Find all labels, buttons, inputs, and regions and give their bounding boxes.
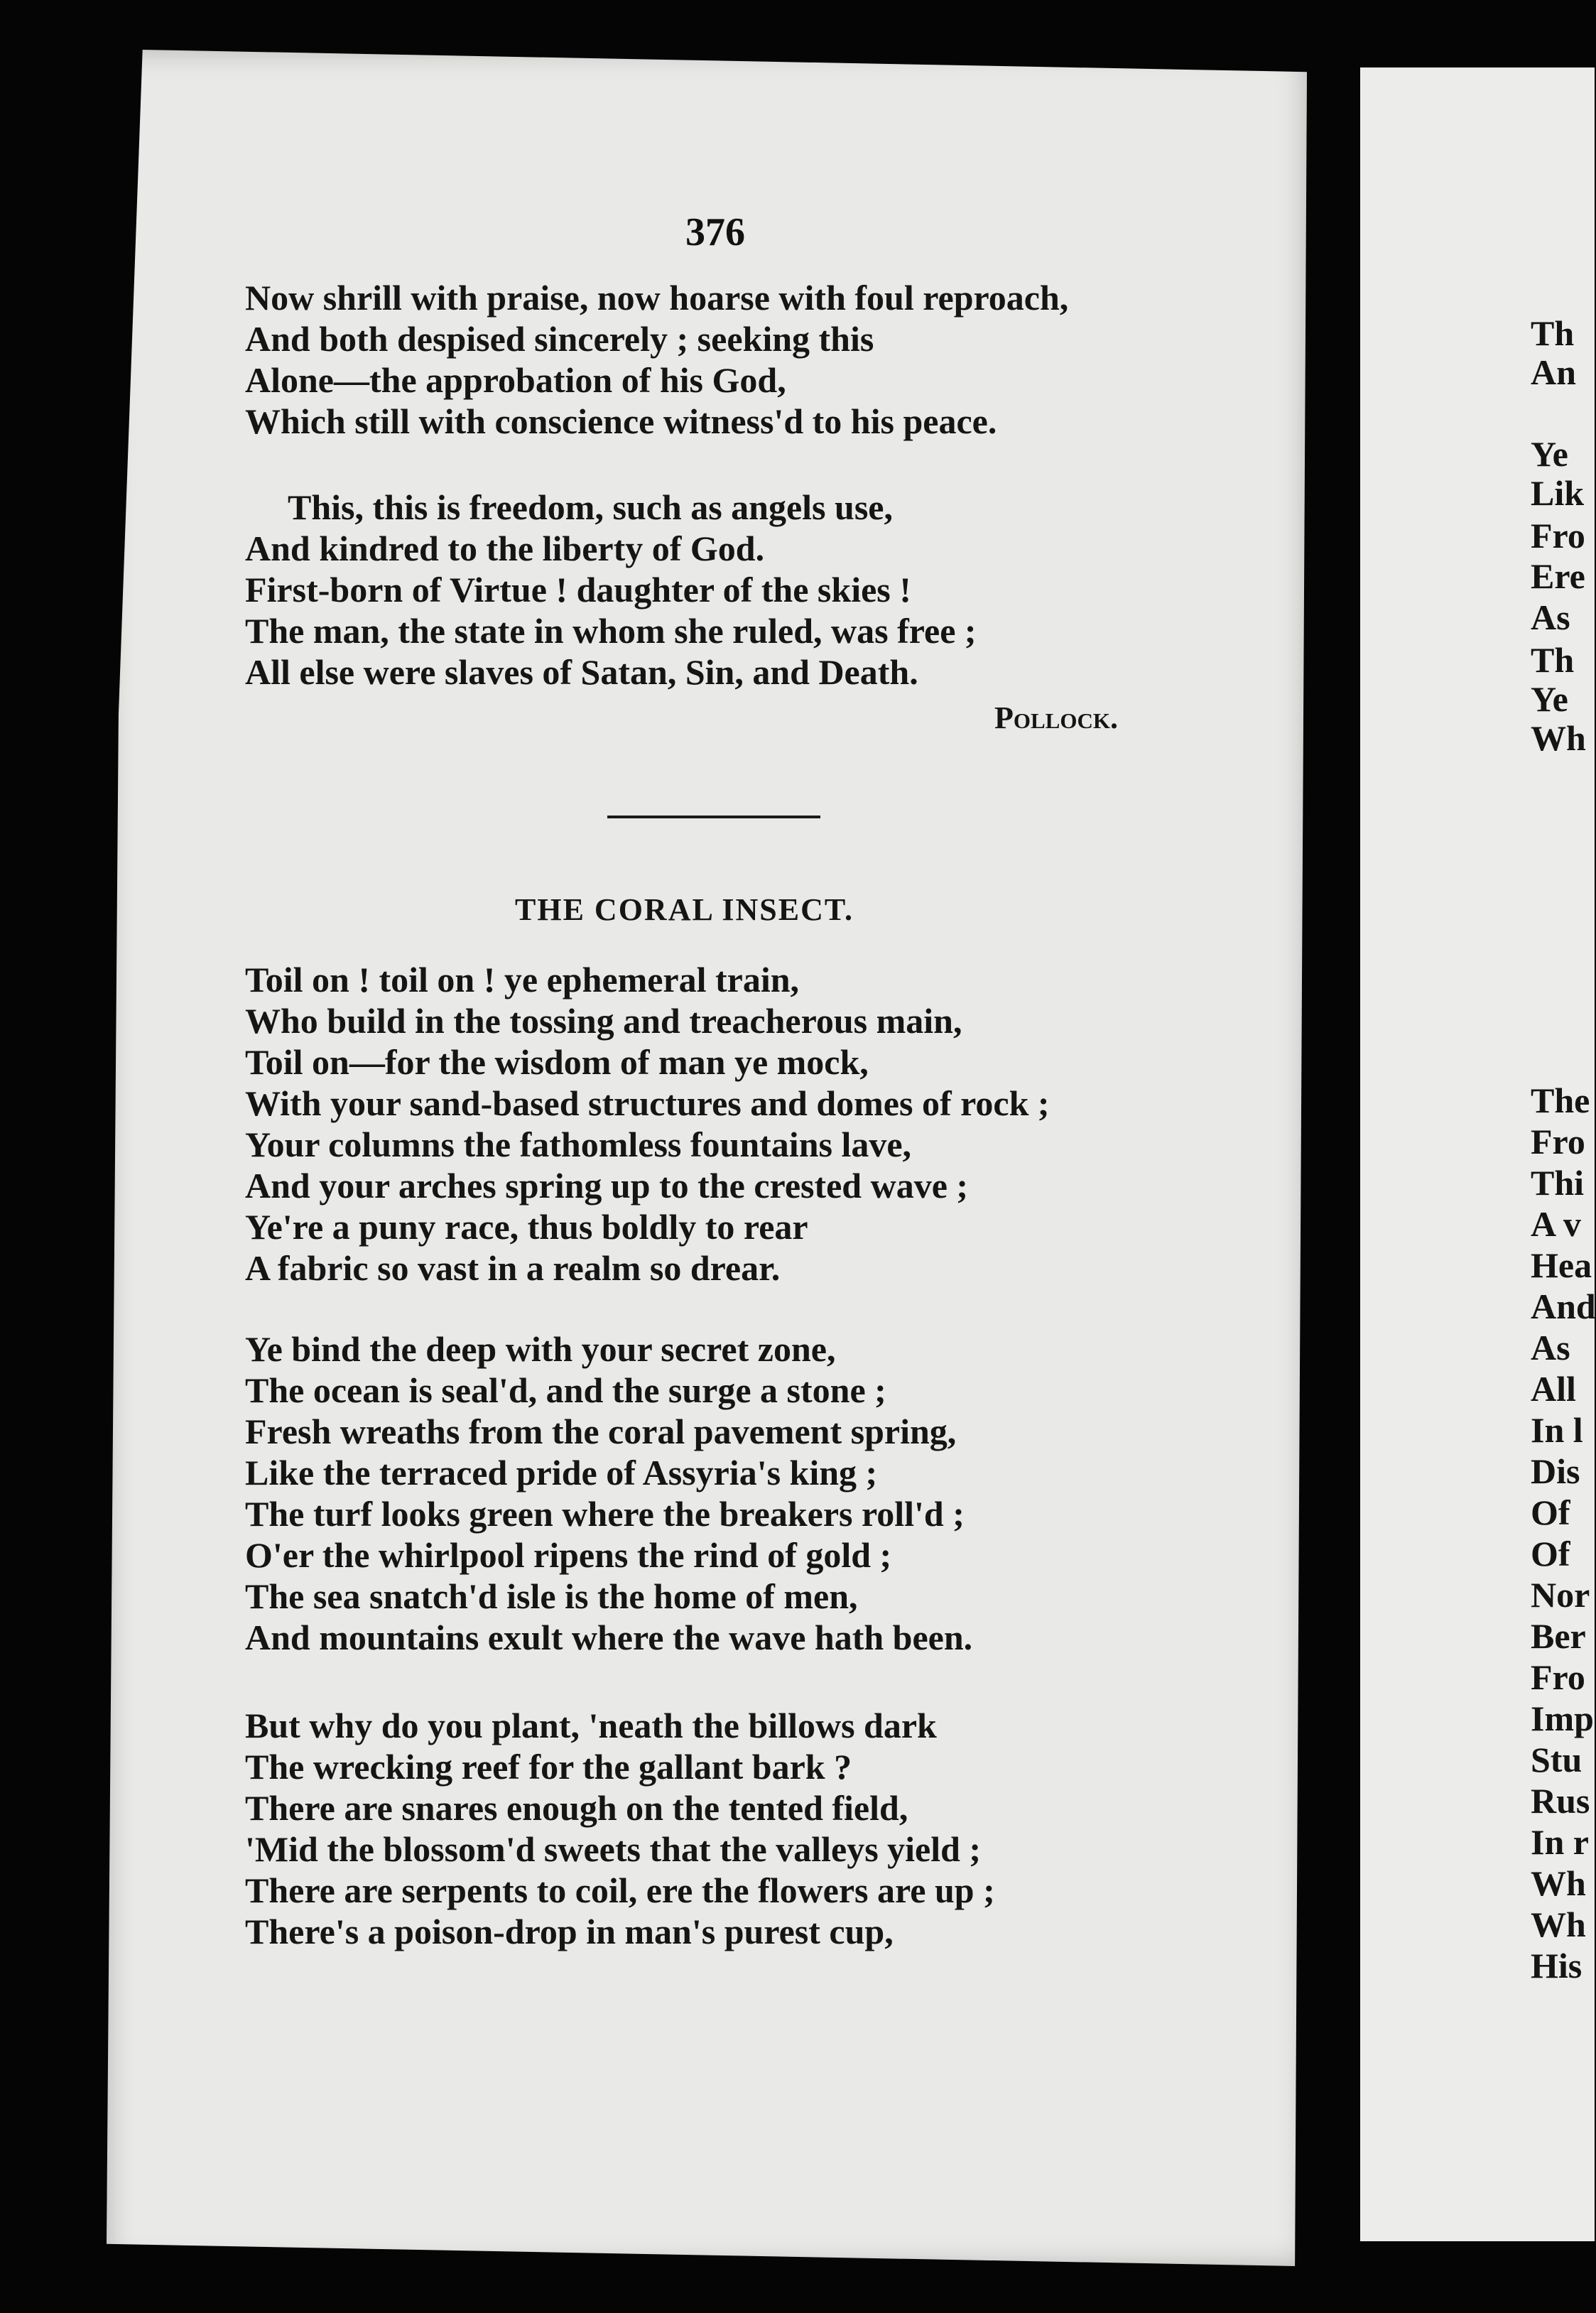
facing-page-fragment: Hea xyxy=(1531,1245,1592,1285)
poem-line: Who build in the tossing and treacherous main, xyxy=(245,1001,962,1041)
poem-line: All else were slaves of Satan, Sin, and Death. xyxy=(245,652,918,692)
poem-line: Fresh wreaths from the coral pavement spring, xyxy=(245,1412,957,1451)
facing-page-fragment: An xyxy=(1531,352,1576,392)
facing-page-fragment: All xyxy=(1531,1369,1576,1409)
poem-line: And both despised sincerely ; seeking this xyxy=(245,319,874,359)
facing-page-fragment: A v xyxy=(1531,1204,1581,1244)
facing-page-fragment: Fro xyxy=(1531,1657,1585,1697)
page-number: 376 xyxy=(685,210,745,254)
facing-page-fragment: Ye xyxy=(1531,679,1568,719)
facing-page-fragment: Lik xyxy=(1531,473,1585,513)
poem-line: Alone—the approbation of his God, xyxy=(245,360,786,400)
facing-page-fragment: Fro xyxy=(1531,516,1585,556)
facing-page-fragment: As xyxy=(1531,1328,1570,1367)
poem-line: Toil on—for the wisdom of man ye mock, xyxy=(245,1042,869,1082)
poem-line: 'Mid the blossom'd sweets that the valleys yield ; xyxy=(245,1829,982,1869)
poem-line: Like the terraced pride of Assyria's king ; xyxy=(245,1453,878,1493)
poem-line: The turf looks green where the breakers roll'd ; xyxy=(245,1494,965,1534)
poem-title: THE CORAL INSECT. xyxy=(515,892,854,927)
stanza xyxy=(245,959,1050,1289)
facing-page-fragment: Of xyxy=(1531,1534,1570,1573)
stanza xyxy=(245,1328,972,1658)
facing-page-fragment: Nor xyxy=(1531,1575,1590,1615)
poem-line: There are serpents to coil, ere the flowers are up ; xyxy=(245,1870,995,1910)
section-divider xyxy=(607,816,820,818)
poem-line: But why do you plant, 'neath the billows dark xyxy=(245,1706,937,1745)
facing-page-fragment: Of xyxy=(1531,1493,1570,1532)
poem-line: Your columns the fathomless fountains lave, xyxy=(245,1125,912,1164)
facing-page-fragment: Imp xyxy=(1531,1699,1594,1738)
attribution: Pollock. xyxy=(994,700,1118,735)
poem-line: The ocean is seal'd, and the surge a stone ; xyxy=(245,1370,886,1410)
facing-page-fragment: Th xyxy=(1531,640,1575,680)
facing-page-fragment: Thi xyxy=(1531,1163,1585,1203)
facing-page-fragment: Wh xyxy=(1531,1863,1586,1903)
poem-line: The wrecking reef for the gallant bark ? xyxy=(245,1747,852,1787)
poem-line: There are snares enough on the tented field, xyxy=(245,1788,908,1828)
stanza xyxy=(245,1705,995,1952)
facing-page-fragment: Ere xyxy=(1531,556,1585,596)
poem-line: This, this is freedom, such as angels use, xyxy=(288,487,893,527)
poem-line: A fabric so vast in a realm so drear. xyxy=(245,1248,781,1288)
facing-page-fragment: Th xyxy=(1531,313,1575,353)
facing-page-fragment: In r xyxy=(1531,1822,1589,1862)
poem-line: Ye're a puny race, thus boldly to rear xyxy=(245,1207,808,1247)
facing-page-fragment: In l xyxy=(1531,1410,1583,1450)
poem-line: Now shrill with praise, now hoarse with foul reproach, xyxy=(245,278,1069,318)
facing-page-fragment: Fro xyxy=(1531,1122,1585,1161)
poem-line: Ye bind the deep with your secret zone, xyxy=(245,1329,836,1369)
poem-line: Which still with conscience witness'd to his peace. xyxy=(245,401,997,441)
facing-page-fragment: The xyxy=(1531,1080,1590,1120)
poem-line: And mountains exult where the wave hath been. xyxy=(245,1618,973,1657)
poem-line: O'er the whirlpool ripens the rind of gold ; xyxy=(245,1535,892,1575)
stanza xyxy=(245,277,1068,442)
facing-page-fragment: Rus xyxy=(1531,1781,1590,1821)
facing-page-fragment: Ber xyxy=(1531,1616,1586,1656)
poem-line: The sea snatch'd isle is the home of men, xyxy=(245,1576,858,1616)
poem-line: There's a poison-drop in man's purest cup, xyxy=(245,1912,894,1951)
stanza xyxy=(245,487,977,693)
facing-page-fragment: Dis xyxy=(1531,1451,1580,1491)
facing-page-fragment: As xyxy=(1531,597,1570,637)
facing-page-fragment: Ye xyxy=(1531,434,1568,474)
poem-line: The man, the state in whom she ruled, was free ; xyxy=(245,611,977,651)
facing-page-fragment: And xyxy=(1531,1286,1596,1326)
poem-line: And your arches spring up to the crested wave ; xyxy=(245,1166,969,1206)
poem-line: First-born of Virtue ! daughter of the skies ! xyxy=(245,570,911,610)
facing-page-fragment: Stu xyxy=(1531,1740,1583,1780)
poem-line: Toil on ! toil on ! ye ephemeral train, xyxy=(245,960,800,1000)
facing-page-fragment: His xyxy=(1531,1946,1583,1986)
poem-line: With your sand-based structures and domes of rock ; xyxy=(245,1083,1050,1123)
facing-page-fragment: Wh xyxy=(1531,718,1586,758)
poem-line: And kindred to the liberty of God. xyxy=(245,529,765,568)
facing-page-fragment: Wh xyxy=(1531,1905,1586,1944)
